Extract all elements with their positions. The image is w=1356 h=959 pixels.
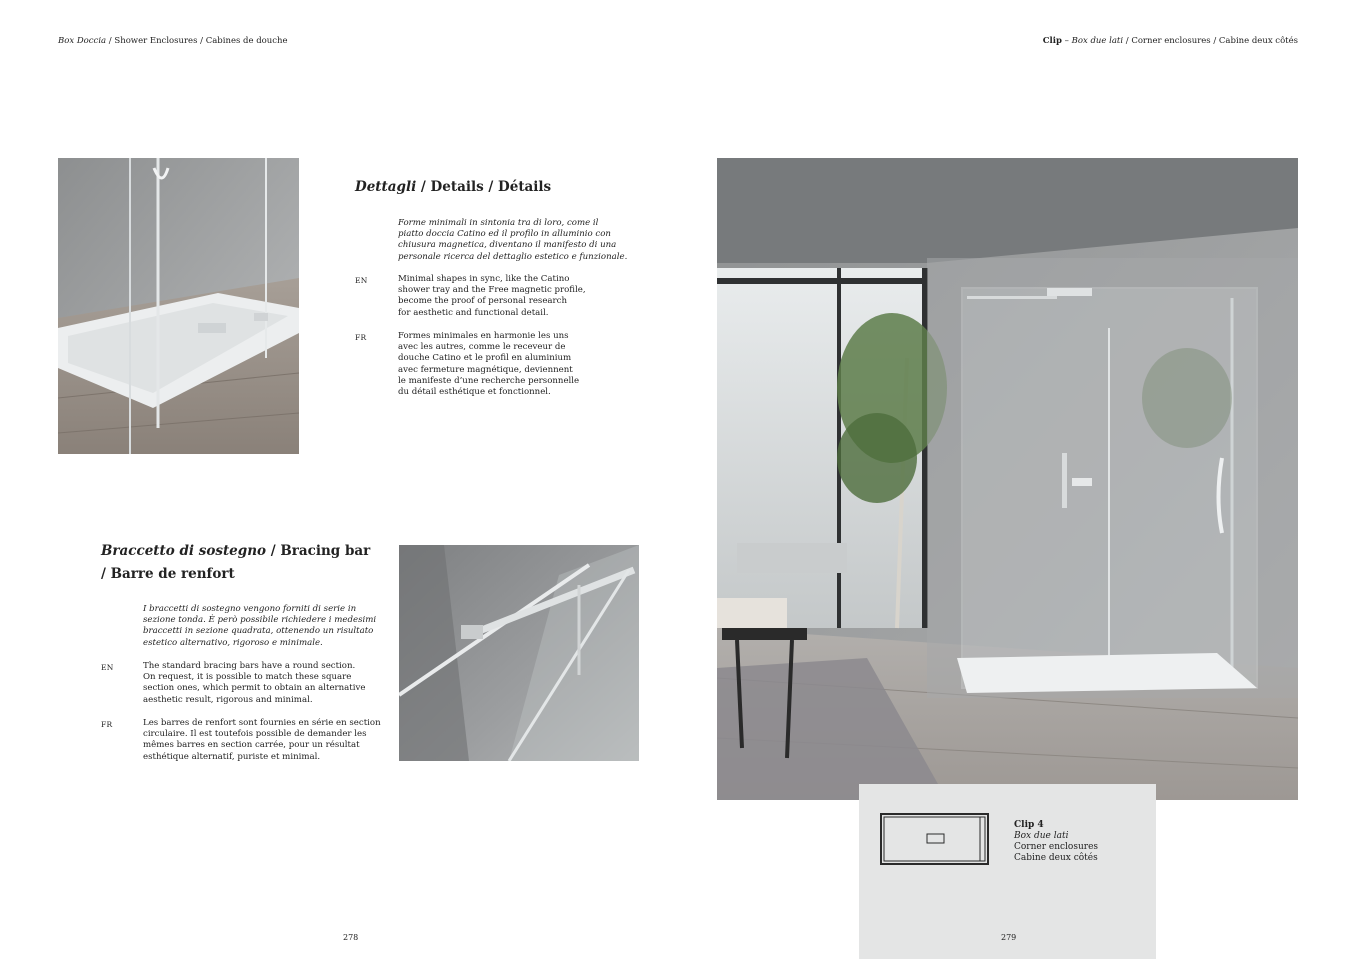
text-line: On request, it is possible to match these square (143, 672, 352, 683)
bracing-heading-en: / Bracing bar (266, 543, 371, 559)
header-type-it: Box due lati (1071, 36, 1124, 46)
enclosure-plan-icon (880, 813, 989, 865)
text-line: du détail esthétique et fonctionnel. (398, 387, 551, 398)
text-line: personale ricerca del dettaglio estetico e funzionale. (398, 251, 628, 262)
bracing-text-en (143, 661, 365, 706)
text-line: for aesthetic and functional detail. (398, 307, 549, 318)
bracing-text-it (143, 604, 376, 649)
bracing-heading (101, 540, 370, 586)
text-line: estetico alternativo, rigoroso e minimale. (143, 637, 323, 648)
details-heading (355, 176, 551, 199)
text-line: Les barres de renfort sont fournies en série en section (143, 718, 381, 728)
bracing-lang-fr: FR (101, 720, 113, 729)
running-header-right (1043, 36, 1298, 46)
text-line: aesthetic result, rigorous and minimal. (143, 694, 313, 705)
product-type-it: Box due lati (1014, 831, 1069, 841)
details-lang-fr: FR (355, 333, 367, 342)
product-type-fr: Cabine deux côtés (1014, 853, 1098, 863)
bracing-heading-line2: / Barre de renfort (101, 566, 235, 582)
details-heading-rest: / Details / Détails (416, 179, 552, 195)
text-line: I braccetti di sostegno vengono forniti di serie in (143, 604, 357, 614)
photo-bracing-bar (399, 545, 639, 761)
text-line: braccetti in sezione quadrata, ottenendo un risultato (143, 626, 374, 637)
details-text-it (398, 218, 627, 263)
photo-clip-enclosure (717, 158, 1298, 800)
bracing-lang-en: EN (101, 663, 114, 672)
header-sep: / (106, 36, 115, 46)
product-type-en: Corner enclosures (1014, 842, 1099, 852)
text-line: shower tray and the Free magnetic profile, (398, 285, 586, 296)
details-text-en (398, 274, 586, 319)
bracing-heading-it: Braccetto di sostegno (101, 543, 267, 559)
text-line: piatto doccia Catino ed il profilo in alluminio con (398, 229, 611, 240)
photo-tray-detail (58, 158, 299, 454)
page-number-right: 279 (1001, 933, 1017, 942)
text-line: The standard bracing bars have a round section. (143, 661, 356, 671)
text-line: circulaire. Il est toutefois possible de demander les (143, 729, 367, 740)
header-left-it: Box Doccia (58, 36, 107, 46)
running-header-left (58, 36, 288, 46)
text-line: Formes minimales en harmonie les uns (398, 331, 569, 341)
product-info (1014, 820, 1098, 864)
details-text-fr (398, 331, 579, 398)
text-line: section ones, which permit to obtain an alternative (143, 683, 366, 694)
text-line: mêmes barres en section carrée, pour un résultat (143, 740, 360, 751)
text-line: esthétique alternatif, puriste et minimal. (143, 751, 321, 762)
text-line: chiusura magnetica, diventano il manifesto di una (398, 240, 617, 251)
text-line: become the proof of personal research (398, 296, 567, 307)
text-line: le manifeste d’une recherche personnelle (398, 375, 580, 386)
text-line: Forme minimali in sintonia tra di loro, come il (398, 218, 599, 228)
details-lang-en: EN (355, 276, 368, 285)
header-dash: – (1061, 36, 1072, 46)
bracing-heading-line1 (101, 540, 370, 563)
header-left-en: Shower Enclosures (114, 36, 198, 46)
header-type-rest: / Corner enclosures / Cabine deux côtés (1123, 36, 1298, 46)
details-heading-it: Dettagli (355, 179, 417, 195)
bracing-text-fr (143, 718, 381, 763)
text-line: avec fermeture magnétique, deviennent (398, 364, 573, 375)
text-line: douche Catino et le profil en aluminium (398, 353, 572, 364)
product-name: Clip 4 (1014, 820, 1044, 830)
header-brand: Clip (1042, 36, 1062, 46)
text-line: Minimal shapes in sync, like the Catino (398, 274, 570, 284)
text-line: sezione tonda. È però possibile richiedere i medesimi (143, 615, 377, 626)
header-left-fr: Cabines de douche (205, 36, 288, 46)
text-line: avec les autres, comme le receveur de (398, 342, 566, 353)
header-sep: / (197, 36, 206, 46)
page-number-left: 278 (343, 933, 359, 942)
